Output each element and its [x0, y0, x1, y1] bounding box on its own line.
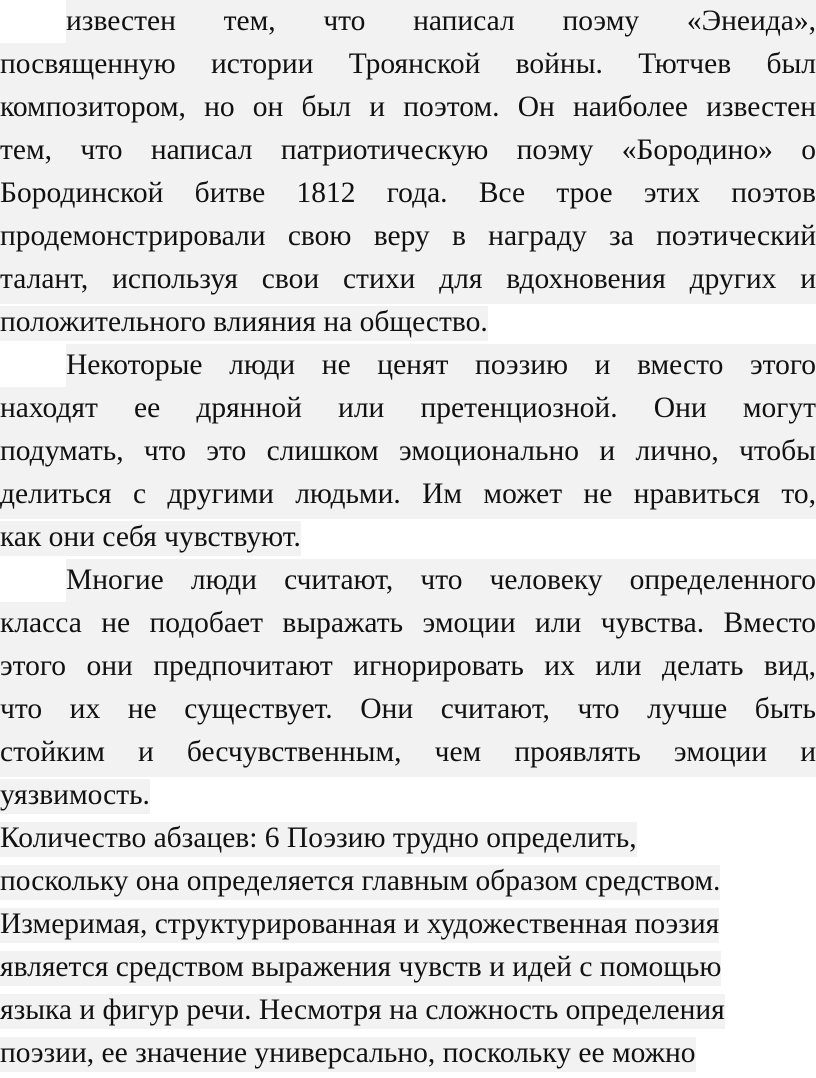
- text-line: [0, 258, 816, 301]
- line-text: посвященную истории Троянской войны. Тютчев был: [0, 43, 816, 89]
- line-text: находят ее дрянной или претенциозной. Они могут: [0, 387, 816, 433]
- text-line: [0, 301, 816, 344]
- line-text: является средством выражения чувств и идей с помощью: [0, 951, 721, 986]
- line-text: языка и фигур речи. Несмотря на сложность определения: [0, 994, 725, 1029]
- line-text: что их не существует. Они считают, что лучше быть: [0, 688, 816, 734]
- line-text: Бородинской битве 1812 года. Все трое этих поэтов: [0, 172, 816, 218]
- line-text: подумать, что это слишком эмоционально и лично, чтобы: [0, 430, 816, 476]
- text-line: [0, 473, 816, 516]
- text-line: [0, 215, 816, 258]
- text-line: [0, 430, 816, 473]
- line-text: композитором, но он был и поэтом. Он наиболее известен: [0, 86, 816, 132]
- text-line: [0, 1032, 816, 1075]
- text-line: [0, 817, 816, 860]
- line-text: известен тем, что написал поэму «Энеида»,: [66, 0, 816, 46]
- text-line: [0, 860, 816, 903]
- line-text: Многие люди считают, что человеку определенного: [66, 559, 816, 605]
- line-text: делиться с другими людьми. Им может не нравиться то,: [0, 473, 816, 519]
- text-line: [0, 172, 816, 215]
- line-text: стойким и бесчувственным, чем проявлять эмоции и: [0, 731, 816, 777]
- line-text: Количество абзацев: 6 Поэзию трудно определить,: [0, 822, 637, 857]
- line-text: класса не подобает выражать эмоции или чувства. Вместо: [0, 602, 816, 648]
- text-line: [0, 903, 816, 946]
- line-text: Измеримая, структурированная и художественная поэзия: [0, 908, 719, 943]
- line-text: талант, используя свои стихи для вдохновения других и: [0, 258, 816, 304]
- line-text: как они себя чувствуют.: [0, 521, 301, 556]
- text-line: [0, 516, 816, 559]
- text-line: [0, 344, 816, 387]
- text-line: [0, 43, 816, 86]
- text-line: [0, 0, 816, 43]
- text-line: [0, 731, 816, 774]
- line-text: продемонстрировали свою веру в награду за поэтический: [0, 215, 816, 261]
- line-text: тем, что написал патриотическую поэму «Бородино» о: [0, 129, 816, 175]
- text-line: [0, 602, 816, 645]
- text-line: [0, 774, 816, 817]
- text-line: [0, 946, 816, 989]
- text-line: [0, 688, 816, 731]
- text-line: [0, 989, 816, 1032]
- line-text: уязвимость.: [0, 779, 150, 814]
- text-line: [0, 559, 816, 602]
- line-text: Некоторые люди не ценят поэзию и вместо этого: [66, 344, 816, 390]
- line-text: поэзии, ее значение универсально, поскольку ее можно: [0, 1037, 696, 1072]
- line-text: положительного влияния на общество.: [0, 306, 488, 341]
- text-line: [0, 129, 816, 172]
- text-line: [0, 645, 816, 688]
- text-line: [0, 387, 816, 430]
- line-text: поскольку она определяется главным образом средством.: [0, 865, 720, 900]
- text-line: [0, 86, 816, 129]
- line-text: этого они предпочитают игнорировать их или делать вид,: [0, 645, 816, 691]
